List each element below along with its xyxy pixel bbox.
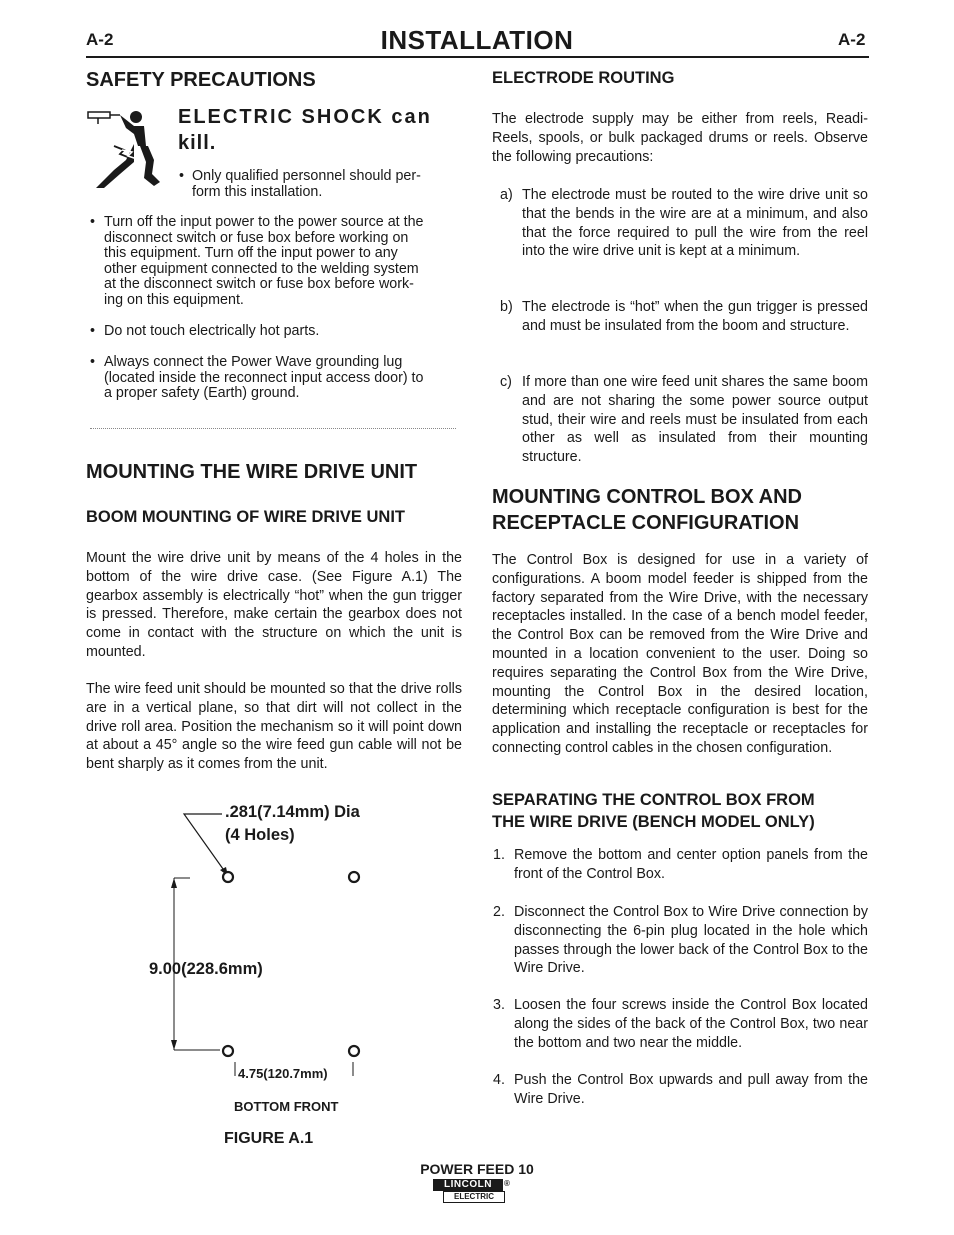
safety-bullet <box>86 355 457 402</box>
electric-shock-warning-icon <box>84 104 166 192</box>
warning-title-line-1: ELECTRIC SHOCK can <box>178 106 432 128</box>
bullet-line: other equipment connected to the welding system <box>104 260 419 277</box>
logo-registered-mark: ® <box>504 1179 510 1188</box>
hole-label-line-2: (4 Holes) <box>225 826 295 844</box>
warning-title-line-2: kill. <box>178 132 217 154</box>
mounting-paragraph-1: Mount the wire drive unit by means of the 4 holes in the bottom of the wire drive case. (See Figure A.1) The gearbox assembly is electrically “hot” when the gun trigger is pressed. Therefore, make certain the gearbox does not come in contact with the structure on which the unit is mounted. <box>86 550 462 660</box>
routing-item-b <box>500 298 868 336</box>
dimension-arrowhead <box>171 1040 177 1050</box>
bullet-dot: • <box>179 168 185 184</box>
warning-bullet-line-1: Only qualified personnel should per- <box>192 168 421 184</box>
heading-line-1: SEPARATING THE CONTROL BOX FROM <box>492 791 815 809</box>
separating-step-2 <box>484 903 868 978</box>
mounting-hole <box>223 1046 233 1056</box>
boom-mounting-subheading: BOOM MOUNTING OF WIRE DRIVE UNIT <box>86 508 405 526</box>
electrode-routing-heading: ELECTRODE ROUTING <box>492 69 675 87</box>
control-box-heading <box>492 484 802 536</box>
header-rule <box>86 56 869 58</box>
section-divider <box>90 428 456 429</box>
safety-bullet <box>86 324 457 340</box>
item-text: If more than one wire feed unit shares the same boom and are not sharing the some power source output stud, their wire and reels must be insulated from each other as well as insulated from their mounting structure. <box>522 374 868 466</box>
mounting-hole <box>349 872 359 882</box>
bullet-line: (located inside the reconnect input access door) to <box>104 369 424 386</box>
separating-step-1 <box>484 846 868 884</box>
step-label: 3. <box>493 997 505 1013</box>
bullet-line: this equipment. Turn off the input power to any <box>104 245 398 262</box>
lincoln-electric-logo <box>433 1179 511 1203</box>
heading-line-2: RECEPTACLE CONFIGURATION <box>492 512 800 534</box>
safety-heading: SAFETY PRECAUTIONS <box>86 69 316 91</box>
separating-heading <box>492 789 868 833</box>
step-text: Push the Control Box upwards and pull away from the Wire Drive. <box>514 1072 868 1107</box>
item-label: a) <box>500 187 513 203</box>
mounting-heading: MOUNTING THE WIRE DRIVE UNIT <box>86 461 418 483</box>
page-number-left: A-2 <box>86 30 114 49</box>
item-text: The electrode must be routed to the wire drive unit so that the bends in the wire are at a minimum, and also that the force required to pull the wire from the reel into the wire drive unit is kept at a minimum. <box>522 187 868 260</box>
bottom-front-label: BOTTOM FRONT <box>234 1099 339 1114</box>
page-number-right: A-2 <box>838 30 866 49</box>
step-label: 2. <box>493 904 505 920</box>
safety-bullet-3 <box>86 355 457 402</box>
bullet-line: Do not touch electrically hot parts. <box>104 323 320 339</box>
mounting-paragraph-2: The wire feed unit should be mounted so that the drive rolls are in a vertical plane, so that dirt will not collect in the drive roll area. Position the mechanism so it will point down at about a 45° angle so the wire feed gun cable will not be bent sharply as it comes from the unit. <box>86 681 462 773</box>
page-title: INSTALLATION <box>380 25 574 55</box>
bullet-line: disconnect switch or fuse box before working on <box>104 229 409 246</box>
figure-caption: FIGURE A.1 <box>224 1130 314 1147</box>
mounting-hole <box>349 1046 359 1056</box>
logo-top: LINCOLN <box>433 1179 503 1191</box>
bullet-line: ing on this equipment. <box>104 291 244 308</box>
heading-line-2: THE WIRE DRIVE (BENCH MODEL ONLY) <box>492 813 815 831</box>
separating-step-4 <box>484 1071 868 1109</box>
bullet-dot: • <box>90 323 96 339</box>
bullet-line: a proper safety (Earth) ground. <box>104 385 300 402</box>
warning-bullet-line-2: form this installation. <box>192 184 323 200</box>
separating-step-3 <box>484 996 868 1052</box>
heading-line-1: MOUNTING CONTROL BOX AND <box>492 486 802 508</box>
product-name: POWER FEED 10 <box>420 1161 534 1177</box>
bullet-dot: • <box>90 214 96 230</box>
mounting-hole-diagram <box>160 810 380 1080</box>
routing-intro: The electrode supply may be either from reels, Readi-Reels, spools, or bulk packaged drums or reels. Observe the following precautions: <box>492 111 868 165</box>
safety-bullet-list <box>86 215 457 309</box>
routing-item-a <box>500 186 868 261</box>
bullet-line: Turn off the input power to the power source at the <box>104 214 424 230</box>
hole-label-line-1: .281(7.14mm) Dia <box>225 803 360 821</box>
horizontal-dimension-label: 4.75(120.7mm) <box>238 1066 328 1081</box>
vertical-dimension-label: 9.00(228.6mm) <box>149 960 263 978</box>
bullet-dot: • <box>90 354 96 370</box>
bullet-line: at the disconnect switch or fuse box before work- <box>104 276 414 293</box>
safety-bullet-2 <box>86 324 457 340</box>
mounting-hole <box>223 872 233 882</box>
bullet-line: Always connect the Power Wave grounding lug <box>104 354 403 370</box>
logo-bottom: ELECTRIC <box>443 1191 505 1203</box>
step-text: Remove the bottom and center option panels from the front of the Control Box. <box>514 847 868 882</box>
dimension-arrowhead <box>171 878 177 888</box>
step-label: 4. <box>493 1072 505 1088</box>
warning-bullet <box>178 168 458 200</box>
step-text: Disconnect the Control Box to Wire Drive connection by disconnecting the 6-pin plug located in the hole which passes through the lower back of the Control Box to the Wire Drive. <box>514 904 868 977</box>
item-label: c) <box>500 374 512 390</box>
step-label: 1. <box>493 847 505 863</box>
leader-line <box>184 814 228 876</box>
routing-item-c <box>500 373 868 467</box>
safety-bullet <box>86 215 457 309</box>
control-box-paragraph: The Control Box is designed for use in a variety of configurations. A boom model feeder is shipped from the factory separated from the Wire Drive, with the necessary receptacles installed. In the case of a bench model feeder, the Control Box can be removed from the Wire Drive and mounted in a location convenient to the user. Doing so requires separating the Control Box from the Wire Drive, mounting the Control Box in the desired location, determining which receptacle configuration is best for the application and installing the receptacle or receptacles for connecting control cables in the chosen configuration. <box>492 552 868 756</box>
item-label: b) <box>500 299 513 315</box>
item-text: The electrode is “hot” when the gun trigger is pressed and must be insulated from the boom and structure. <box>522 299 868 334</box>
step-text: Loosen the four screws inside the Control Box located along the sides of the back of the Control Box, two near the bottom and two near the middle. <box>514 997 868 1051</box>
